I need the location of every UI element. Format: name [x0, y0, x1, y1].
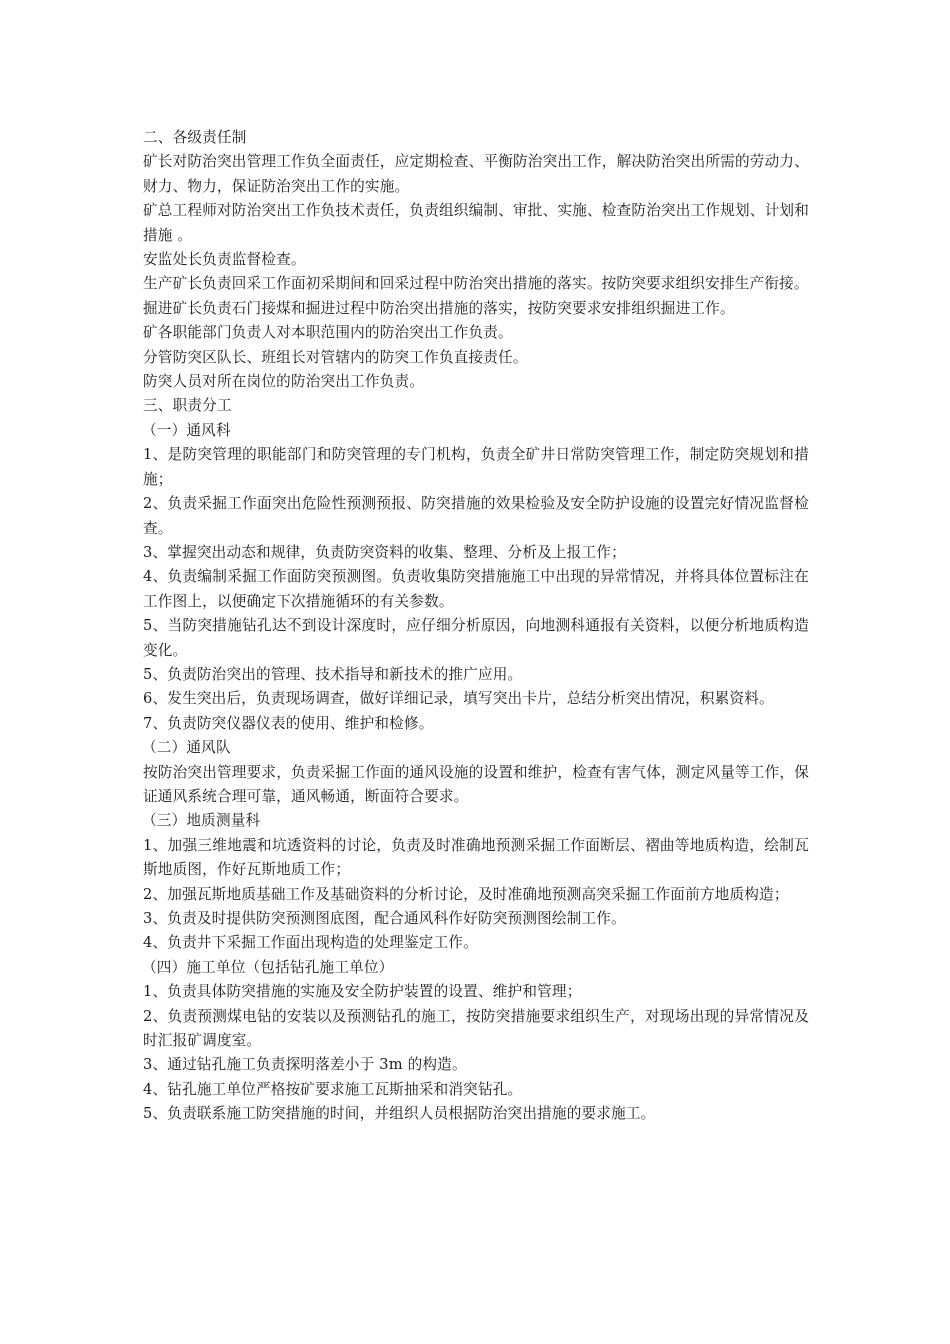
list-item: 4、负责井下采掘工作面出现构造的处理鉴定工作。: [143, 934, 478, 952]
heading-duty-division: 三、职责分工: [143, 397, 232, 415]
list-item: 2、加强瓦斯地质基础工作及基础资料的分析讨论，及时准确地预测高突采掘工作面前方地质构造；: [143, 885, 789, 903]
list-item: 6、发生突出后，负责现场调查，做好详细记录，填写突出卡片，总结分析突出情况，积累资料。: [143, 690, 774, 708]
list-item: 4、负责编制采掘工作面防突预测图。负责收集防突措施施工中出现的异常情况，并将具体位置标注在工作图上，以便确定下次措施循环的有关参数。: [143, 568, 809, 610]
list-item: 2、负责采掘工作面突出危险性预测预报、防突措施的效果检验及安全防护设施的设置完好情况监督检查。: [143, 495, 809, 537]
list-item: 5、负责防治突出的管理、技术指导和新技术的推广应用。: [143, 665, 523, 683]
list-item: 1、加强三维地震和坑透资料的讨论，负责及时准确地预测采掘工作面断层、褶曲等地质构造，绘制瓦斯地质图，作好瓦斯地质工作；: [143, 836, 809, 879]
paragraph: 分管防突区队长、班组长对管辖内的防突工作负直接责任。: [143, 348, 528, 366]
list-item: 5、负责联系施工防突措施的时间，并组织人员根据防治突出措施的要求施工。: [143, 1105, 656, 1123]
list-item: 1、负责具体防突措施的实施及安全防护装置的设置、维护和管理；: [143, 983, 582, 1001]
list-item: 1、是防突管理的职能部门和防突管理的专门机构，负责全矿井日常防突管理工作，制定防突规划和措施；: [143, 446, 809, 488]
paragraph: 防突人员对所在岗位的防治突出工作负责。: [143, 373, 425, 391]
list-item: 7、负责防突仪器仪表的使用、维护和检修。: [143, 714, 434, 732]
document-body: [143, 126, 809, 1127]
paragraph: 按防治突出管理要求，负责采掘工作面的通风设施的设置和维护，检查有害气体，测定风量等工作，保证通风系统合理可靠，通风畅通，断面符合要求。: [143, 763, 809, 805]
subheading-geology-survey: （三）地质测量科: [142, 812, 261, 830]
paragraph: 矿总工程师对防治突出工作负技术责任，负责组织编制、审批、实施、检查防治突出工作规划、计划和措施 。: [143, 202, 809, 244]
subheading-ventilation-team: （二）通风队: [142, 739, 231, 757]
paragraph: 矿各职能部门负责人对本职范围内的防治突出工作负责。: [143, 324, 513, 342]
heading-responsibility-system: 二、各级责任制: [143, 129, 247, 146]
list-item: 3、通过钻孔施工负责探明落差小于 3m 的构造。: [143, 1056, 467, 1074]
list-item: 4、钻孔施工单位严格按矿要求施工瓦斯抽采和消突钻孔。: [143, 1080, 523, 1098]
list-item: 3、负责及时提供防突预测图底图，配合通风科作好防突预测图绘制工作。: [143, 910, 626, 927]
subheading-construction-unit: （四）施工单位（包括钻孔施工单位）: [142, 958, 394, 976]
paragraph: 掘进矿长负责石门接煤和掘进过程中防治突出措施的落实，按防突要求安排组织掘进工作。: [143, 299, 735, 317]
list-item: 2、负责预测煤电钻的安装以及预测钻孔的施工，按防突措施要求组织生产，对现场出现的异常情况及时汇报矿调度室。: [143, 1007, 809, 1050]
paragraph: 矿长对防治突出管理工作负全面责任，应定期检查、平衡防治突出工作，解决防治突出所需的劳动力、财力、物力，保证防治突出工作的实施。: [143, 153, 809, 195]
subheading-ventilation-section: （一）通风科: [142, 421, 231, 439]
paragraph: 安监处长负责监督检查。: [143, 251, 306, 269]
list-item: 5、当防突措施钻孔达不到设计深度时，应仔细分析原因，向地测科通报有关资料，以便分析地质构造变化。: [143, 617, 809, 659]
paragraph: 生产矿长负责回采工作面初采期间和回采过程中防治突出措施的落实。按防突要求组织安排生产衔接。: [143, 275, 809, 293]
list-item: 3、掌握突出动态和规律，负责防突资料的收集、整理、分析及上报工作；: [143, 543, 626, 561]
